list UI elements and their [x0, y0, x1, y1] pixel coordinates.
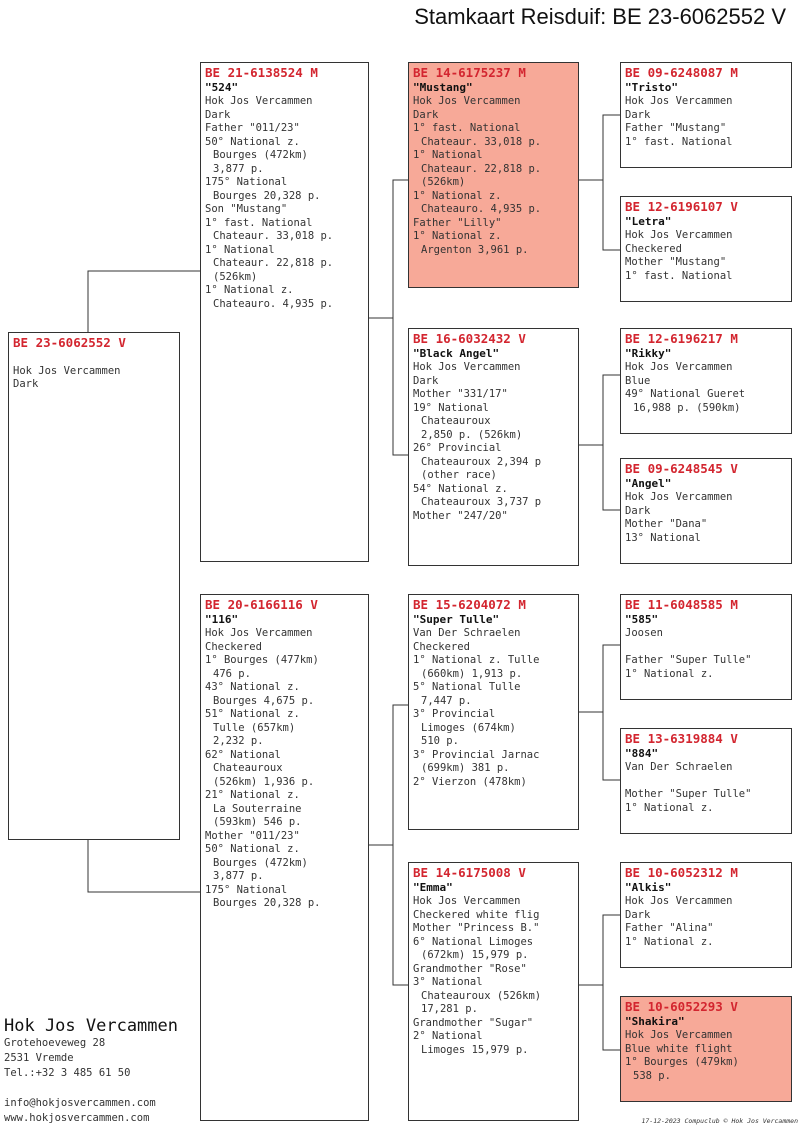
pedigree-line: 49° National Gueret — [625, 388, 746, 400]
ring-number: BE 14-6175237 M — [413, 65, 526, 80]
pedigree-line: Limoges (674km) — [421, 721, 516, 734]
pedigree-line: Argenton 3,961 p. — [421, 243, 529, 256]
pedigree-line: Dark — [413, 108, 439, 121]
pedigree-line: 1° fast. National — [205, 216, 313, 229]
ring-number: BE 14-6175008 V — [413, 865, 526, 880]
pedigree-line: Mother "331/17" — [413, 388, 508, 400]
pedigree-line: 16,988 p. (590km) — [633, 401, 741, 414]
pedigree-line: 538 p. — [633, 1069, 671, 1082]
pedigree-line: Chateauro. 4,935 p. — [421, 203, 542, 215]
pedigree-line: 21° National z. — [205, 789, 300, 801]
pedigree-line: Chateaur. 33,018 p. — [213, 230, 334, 242]
pedigree-line: 26° Provincial — [413, 442, 502, 454]
pedigree-line: (526km) — [421, 176, 466, 188]
pedigree-line: Hok Jos Vercammen — [625, 895, 733, 907]
pedigree-line: Mother "Princess B." — [413, 922, 540, 934]
pigeon-name: "884" — [625, 747, 659, 760]
pigeon-name: "524" — [205, 81, 239, 94]
pedigree-line: 1° National z. — [625, 667, 714, 680]
pedigree-line: 1° National — [205, 243, 275, 256]
pigeon-card-sire[interactable] — [200, 62, 369, 562]
pedigree-line: Chateaur. 22,818 p. — [213, 257, 334, 269]
pigeon-name: "Tristo" — [625, 81, 678, 94]
pedigree-line: Van Der Schraelen — [413, 627, 521, 639]
pigeon-name: "585" — [625, 613, 659, 626]
pedigree-line: (660km) 1,913 p. — [421, 667, 523, 680]
pedigree-line: Hok Jos Vercammen — [413, 95, 521, 107]
pedigree-line: (other race) — [421, 469, 497, 481]
pedigree-line: Hok Jos Vercammen — [625, 229, 733, 241]
pedigree-line: 2° Vierzon (478km) — [413, 775, 527, 788]
pedigree-line: Grandmother "Rose" — [413, 962, 527, 975]
ring-number: BE 09-6248087 M — [625, 65, 738, 80]
pigeon-name: "Emma" — [413, 881, 453, 894]
pedigree-line: Hok Jos Vercammen — [13, 364, 121, 377]
pedigree-line — [625, 775, 787, 789]
pedigree-line: 3° National — [413, 976, 483, 988]
pedigree-line: 50° National z. — [205, 135, 300, 148]
loft-city: 2531 Vremde — [4, 1052, 74, 1064]
pedigree-line: Checkered — [625, 242, 682, 255]
pedigree-line: Bourges 20,328 p. — [213, 897, 321, 909]
pigeon-card-sdd[interactable] — [620, 458, 792, 564]
pedigree-line: Chateauroux — [421, 415, 491, 427]
pigeon-card-subject[interactable] — [8, 332, 180, 840]
pedigree-line: Bourges 20,328 p. — [213, 189, 321, 202]
pedigree-line: Chateauroux — [213, 762, 283, 774]
pigeon-name: "Alkis" — [625, 881, 672, 894]
pedigree-line: 1° fast. National — [625, 269, 733, 282]
pedigree-line: Blue white flight — [625, 1042, 733, 1055]
pedigree-line: 3,877 p. — [213, 870, 264, 882]
pedigree-line: Father "Mustang" — [625, 122, 727, 134]
pedigree-line: 3° Provincial Jarnac — [413, 748, 540, 761]
pedigree-line: Dark — [625, 908, 651, 921]
loft-phone: Tel.:+32 3 485 61 50 — [4, 1067, 131, 1079]
pigeon-name: "Black Angel" — [413, 347, 500, 360]
pedigree-line: Dark — [13, 378, 39, 390]
ring-number: BE 11-6048585 M — [625, 597, 738, 612]
pedigree-line: Chateaur. 33,018 p. — [421, 135, 542, 148]
pedigree-line: 3° Provincial — [413, 708, 496, 720]
pedigree-line: Dark — [413, 374, 439, 387]
ring-number: BE 20-6166116 V — [205, 597, 318, 612]
pedigree-line: 2,850 p. (526km) — [421, 428, 523, 441]
ring-number: BE 12-6196107 V — [625, 199, 738, 214]
pigeon-name: "Rikky" — [625, 347, 672, 360]
pedigree-line: 1° National z. — [625, 801, 714, 814]
pedigree-line: 1° National z. — [205, 284, 294, 296]
pedigree-line: Tulle (657km) — [213, 721, 296, 734]
ring-number: BE 21-6138524 M — [205, 65, 318, 80]
pedigree-line: 175° National — [205, 883, 288, 896]
pedigree-line — [13, 351, 175, 365]
pedigree-line: 1° National z. Tulle — [413, 654, 540, 666]
pedigree-line: 62° National — [205, 748, 281, 761]
pedigree-line: Blue — [625, 374, 651, 387]
pedigree-line: Checkered white flig — [413, 908, 540, 921]
pedigree-line: 51° National z. — [205, 708, 300, 720]
ring-number: BE 13-6319884 V — [625, 731, 738, 746]
pedigree-line: Mother "247/20" — [413, 509, 508, 522]
ring-number: BE 15-6204072 M — [413, 597, 526, 612]
loft-name: Hok Jos Vercammen — [4, 1016, 178, 1036]
pigeon-card-dss[interactable] — [620, 594, 792, 700]
pedigree-line: Hok Jos Vercammen — [413, 361, 521, 373]
pedigree-line: Mother "011/23" — [205, 829, 300, 842]
pedigree-line: Mother "Dana" — [625, 518, 708, 530]
pedigree-line: Dark — [625, 504, 651, 517]
pedigree-line: Chateauroux 2,394 p — [421, 455, 542, 468]
ring-number: BE 16-6032432 V — [413, 331, 526, 346]
pedigree-line: Hok Jos Vercammen — [625, 491, 733, 503]
pedigree-line: Hok Jos Vercammen — [625, 95, 733, 107]
pedigree-line: Checkered — [205, 640, 262, 653]
pedigree-line: Hok Jos Vercammen — [625, 1029, 733, 1041]
pedigree-line: Father "011/23" — [205, 122, 300, 134]
pedigree-line: Hok Jos Vercammen — [413, 895, 521, 907]
pedigree-line: Chateaur. 22,818 p. — [421, 162, 542, 175]
pedigree-line: Dark — [625, 108, 651, 121]
pedigree-line: 17,281 p. — [421, 1003, 478, 1015]
pedigree-line: (526km) — [213, 270, 258, 283]
credit-line: 17-12-2023 Compuclub © Hok Jos Vercammen — [641, 1117, 798, 1125]
pedigree-line: Van Der Schraelen — [625, 761, 733, 773]
ring-number: BE 10-6052293 V — [625, 999, 738, 1014]
pigeon-name: "Super Tulle" — [413, 613, 500, 626]
pedigree-line: 1° fast. National — [625, 135, 733, 148]
pigeon-card-dam[interactable] — [200, 594, 369, 1121]
pedigree-line: Father "Lilly" — [413, 216, 502, 229]
pedigree-line: 476 p. — [213, 667, 251, 680]
pedigree-line: Chateauro. 4,935 p. — [213, 297, 334, 310]
pedigree-line: (699km) 381 p. — [421, 762, 510, 774]
pedigree-line: 13° National — [625, 531, 701, 544]
loft-street: Grotehoeveweg 28 — [4, 1037, 106, 1049]
pedigree-line: (672km) 15,979 p. — [421, 949, 529, 961]
pedigree-line: 175° National — [205, 176, 288, 188]
ring-number: BE 12-6196217 M — [625, 331, 738, 346]
pedigree-line: 1° National z. — [413, 189, 502, 202]
pigeon-card-sss[interactable] — [620, 62, 792, 168]
page-title: Stamkaart Reisduif: BE 23-6062552 V — [414, 4, 786, 29]
pigeon-name: "116" — [205, 613, 239, 626]
pedigree-line: Mother "Mustang" — [625, 256, 727, 268]
pedigree-line: 6° National Limoges — [413, 935, 534, 948]
pedigree-line: 5° National Tulle — [413, 681, 521, 693]
pedigree-line: 19° National — [413, 401, 489, 414]
pedigree-line: Hok Jos Vercammen — [205, 95, 313, 107]
pedigree-line: Chateauroux 3,737 p — [421, 496, 542, 508]
pigeon-name: "Mustang" — [413, 81, 473, 94]
pedigree-line: 2° National — [413, 1030, 483, 1042]
pedigree-line: Father "Alina" — [625, 922, 714, 934]
pigeon-card-ddd[interactable] — [620, 996, 792, 1102]
loft-email[interactable]: info@hokjosvercammen.com — [4, 1097, 156, 1109]
pedigree-line: Bourges (472km) — [213, 856, 308, 869]
pedigree-line: Dark — [205, 108, 231, 121]
pedigree-line: 2,232 p. — [213, 735, 264, 747]
pedigree-line: Grandmother "Sugar" — [413, 1016, 534, 1029]
ring-number: BE 23-6062552 V — [13, 335, 126, 350]
pedigree-line: Limoges 15,979 p. — [421, 1043, 529, 1056]
pedigree-line — [625, 641, 787, 655]
pedigree-line: La Souterraine — [213, 802, 302, 815]
pedigree-line: Bourges (472km) — [213, 149, 308, 161]
pedigree-line: 510 p. — [421, 735, 459, 747]
pedigree-line: Checkered — [413, 640, 470, 653]
pigeon-card-dd[interactable] — [408, 862, 579, 1121]
pigeon-card-dds[interactable] — [620, 862, 792, 968]
pedigree-line: Joosen — [625, 627, 663, 639]
pigeon-card-dsd[interactable] — [620, 728, 792, 834]
pedigree-line: 7,447 p. — [421, 694, 472, 707]
pedigree-line: 1° fast. National — [413, 122, 521, 134]
pedigree-line: 3,877 p. — [213, 162, 264, 175]
pigeon-name: "Angel" — [625, 477, 672, 490]
pigeon-card-ss[interactable] — [408, 62, 579, 288]
pigeon-name: "Letra" — [625, 215, 672, 228]
pedigree-line: Hok Jos Vercammen — [205, 627, 313, 639]
pedigree-line: 1° National z. — [413, 230, 502, 242]
pedigree-line: 1° National — [413, 149, 483, 161]
loft-website[interactable]: www.hokjosvercammen.com — [4, 1112, 150, 1124]
pedigree-line: 1° Bourges (477km) — [205, 654, 319, 666]
pedigree-line: Chateauroux (526km) — [421, 989, 542, 1002]
pigeon-card-ds[interactable] — [408, 594, 579, 830]
pedigree-line: 50° National z. — [205, 843, 300, 855]
pedigree-line: Mother "Super Tulle" — [625, 788, 752, 800]
pedigree-line: 54° National z. — [413, 482, 508, 495]
pigeon-card-sd[interactable] — [408, 328, 579, 566]
pedigree-line: Son "Mustang" — [205, 203, 288, 215]
pedigree-line: (526km) 1,936 p. — [213, 775, 315, 788]
pedigree-line: 1° Bourges (479km) — [625, 1056, 739, 1068]
pedigree-line: (593km) 546 p. — [213, 816, 302, 828]
pedigree-line: Bourges 4,675 p. — [213, 694, 315, 707]
pigeon-card-sds[interactable] — [620, 328, 792, 434]
pedigree-line: Father "Super Tulle" — [625, 654, 752, 666]
pedigree-line: 43° National z. — [205, 681, 300, 693]
pigeon-card-ssd[interactable] — [620, 196, 792, 302]
pigeon-name: "Shakira" — [625, 1015, 685, 1028]
pedigree-line: Hok Jos Vercammen — [625, 361, 733, 373]
ring-number: BE 10-6052312 M — [625, 865, 738, 880]
ring-number: BE 09-6248545 V — [625, 461, 738, 476]
pedigree-line: 1° National z. — [625, 935, 714, 948]
